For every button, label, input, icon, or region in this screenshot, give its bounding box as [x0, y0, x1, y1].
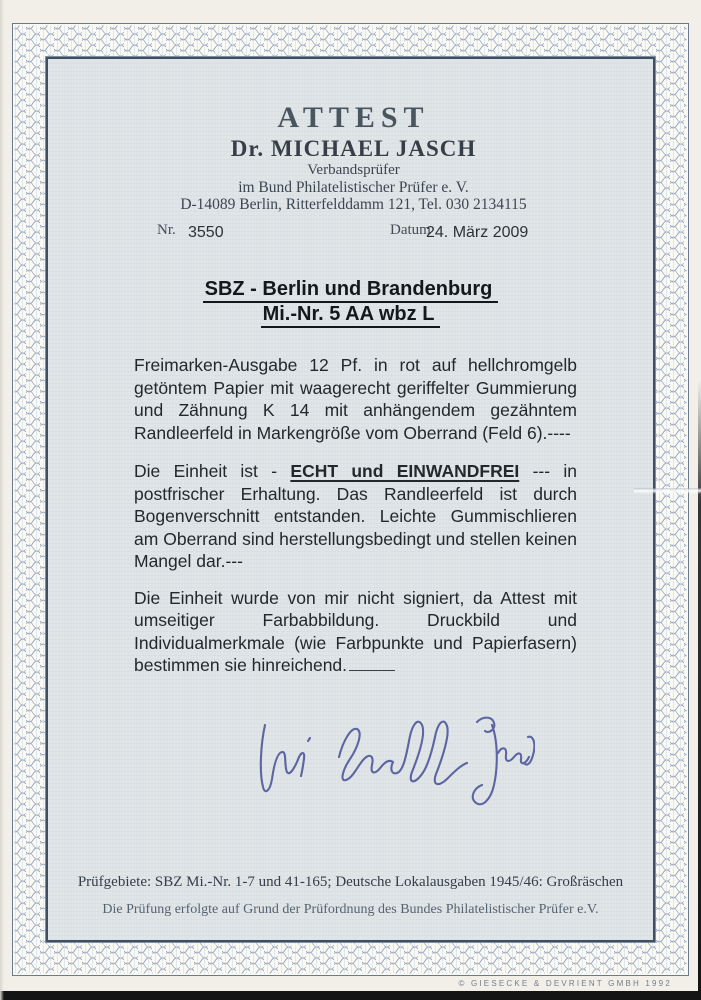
paragraph-note	[134, 587, 577, 677]
letterhead	[51, 59, 656, 214]
verdict-suffix: --- in postfrischer Erhaltung. Das Randleerfeld ist durch Bogenverschnitt entstanden. Leichte Gummischlieren am Oberrand sind herstellungsbedingt und stellen keinen Mangel dar.---	[134, 461, 577, 571]
address-line: D-14089 Berlin, Ritterfelddamm 121, Tel. 030 2134115	[180, 196, 527, 213]
printer-credit: © GIESECKE & DEVRIENT GMBH 1992	[458, 979, 672, 988]
verdict-emphasis: ECHT und EINWANDFREI	[290, 461, 520, 481]
number-label: Nr.	[157, 222, 176, 238]
examiner-name: Dr. MICHAEL JASCH	[230, 136, 477, 161]
paragraph-description: Freimarken-Ausgabe 12 Pf. in rot auf hellchromgelb getöntem Papier mit waagerecht geriffelter Gummierung und Zähnung K 14 mit anhängendem gezähntem Randleerfeld in Markengröße vom Oberrand (Feld 6).----	[134, 355, 577, 443]
paragraph-note-text: Die Einheit wurde von mir nicht signiert, da Attest mit umseitiger Farbabbildung. Druckbild und Individualmerkmale (wie Farbpunkte und Papierfasern) bestimmen sie hinreichend.	[134, 587, 577, 675]
number-value: 3550	[188, 224, 224, 241]
subject-heading	[48, 278, 653, 328]
fold-crease	[634, 488, 701, 494]
footer-regulation-line: Die Prüfung erfolgte auf Grund der Prüfordnung des Bundes Philatelistischer Prüfer e.V.	[102, 902, 599, 917]
subject-line1: SBZ - Berlin und Brandenburg	[203, 278, 499, 303]
date-value: 24. März 2009	[426, 224, 529, 241]
content-area	[48, 59, 653, 940]
attest-title: ATTEST	[277, 101, 430, 134]
certificate-meta-row	[48, 222, 653, 246]
paragraph-verdict	[134, 460, 577, 573]
blank-line	[349, 669, 395, 671]
signature-michael-jasch	[245, 695, 535, 820]
association-line: im Bund Philatelistischer Prüfer e. V.	[238, 179, 469, 196]
date-label: Datum	[390, 222, 431, 238]
footer-areas-line: Prüfgebiete: SBZ Mi.-Nr. 1-7 und 41-165; Deutsche Lokalausgaben 1945/46: Großräschen	[77, 874, 624, 890]
examiner-role: Verbandsprüfer	[307, 162, 400, 178]
body-text-column	[134, 354, 577, 677]
scan-edge-bottom	[0, 991, 701, 1000]
scan-edge-left	[0, 0, 4, 1000]
verdict-prefix: Die Einheit ist -	[134, 461, 291, 481]
subject-line2: Mi.-Nr. 5 AA wbz L	[261, 303, 441, 328]
